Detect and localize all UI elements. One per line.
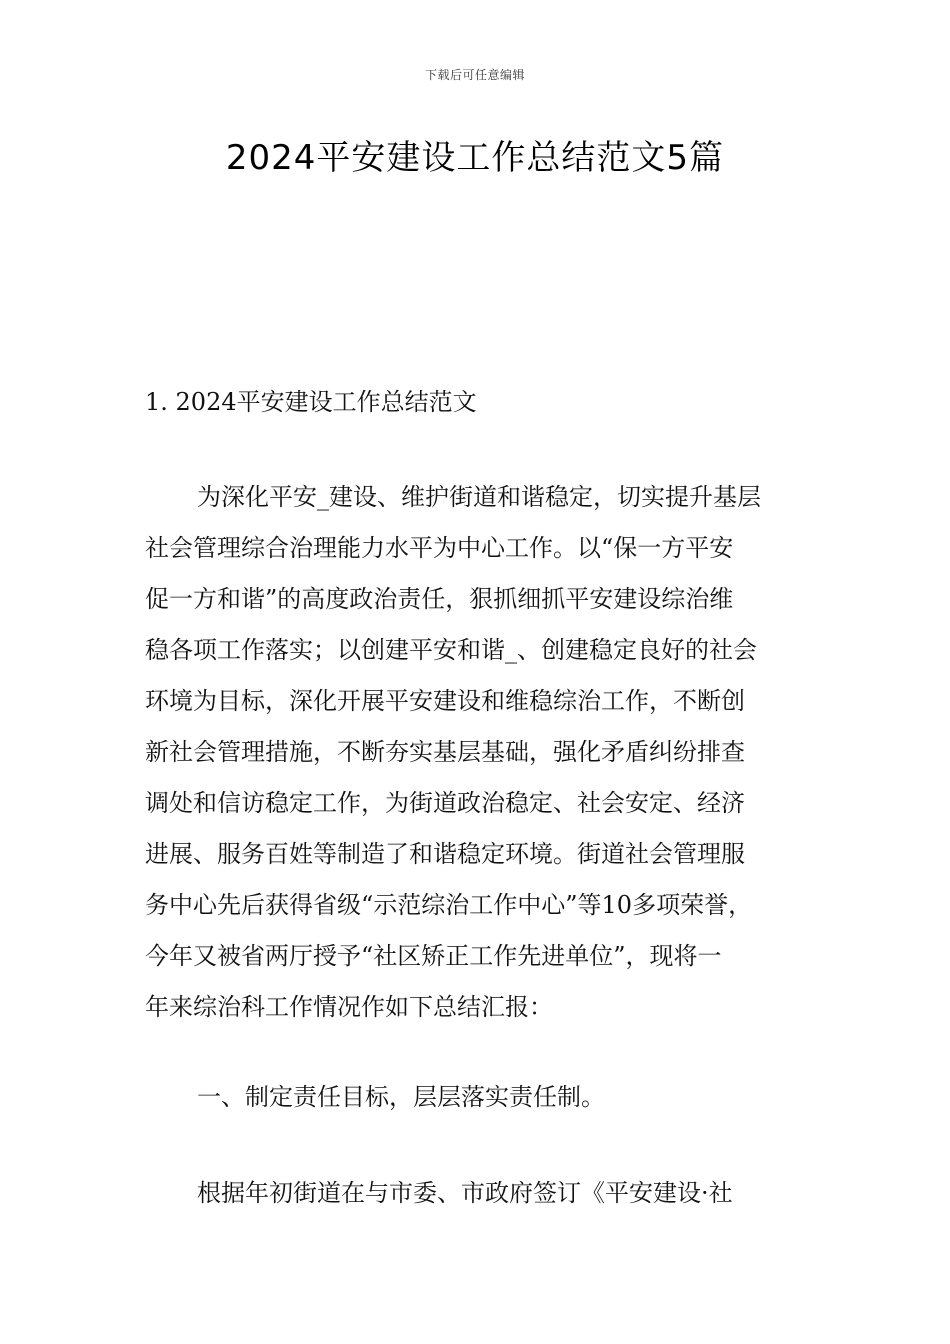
tail-paragraph: 根据年初街道在与市委、市政府签订《平安建设·社 (197, 1179, 733, 1207)
paragraph-line: 促一方和谐”的高度政治责任，狠抓细抓平安建设综治维 (145, 585, 734, 613)
paragraph-line: 调处和信访稳定工作，为街道政治稳定、社会安定、经济 (145, 789, 745, 817)
body-paragraph (145, 472, 825, 1033)
paragraph-line: 稳各项工作落实；以创建平安和谐_、创建稳定良好的社会 (145, 636, 757, 664)
section-heading: 1. 2024平安建设工作总结范文 (145, 388, 477, 416)
paragraph-line: 今年又被省两厅授予“社区矫正工作先进单位”，现将一 (145, 942, 722, 970)
paragraph-line: 进展、服务百姓等制造了和谐稳定环境。街道社会管理服 (145, 840, 745, 868)
paragraph-line: 务中心先后获得省级“示范综治工作中心”等10多项荣誉， (145, 891, 753, 919)
paragraph-line: 年来综治科工作情况作如下总结汇报： (145, 993, 553, 1021)
paragraph-line: 社会管理综合治理能力水平为中心工作。以“保一方平安 (145, 534, 734, 562)
subsection-heading: 一、制定责任目标，层层落实责任制。 (197, 1083, 605, 1111)
header-note: 下载后可任意编辑 (424, 68, 525, 82)
paragraph-line: 为深化平安_建设、维护街道和谐稳定，切实提升基层 (197, 483, 761, 511)
paragraph-line: 环境为目标，深化开展平安建设和维稳综治工作，不断创 (145, 687, 745, 715)
paragraph-line: 新社会管理措施，不断夯实基层基础，强化矛盾纠纷排查 (145, 738, 745, 766)
document-title: 2024平安建设工作总结范文5篇 (225, 138, 725, 178)
